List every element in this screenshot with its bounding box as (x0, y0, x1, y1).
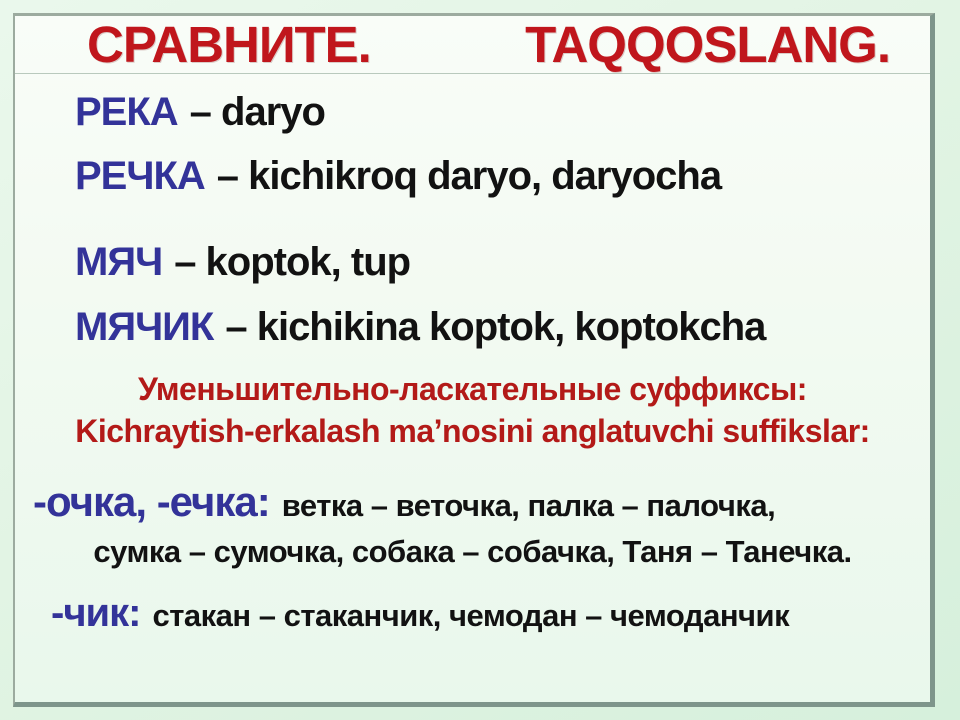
vocab-term: МЯЧИК (75, 305, 214, 349)
vocab-term: РЕКА (75, 90, 178, 134)
suffix-ochka-row (33, 478, 775, 526)
vocab-definition: – kichikina koptok, koptokcha (225, 305, 766, 349)
title-uzbek: TAQQOSLANG. (525, 16, 890, 73)
suffix-heading (15, 368, 930, 452)
vocab-pair-reka (75, 92, 325, 132)
suffix-chik-label: -чик: (51, 591, 141, 635)
vocab-pair-myachik (75, 307, 765, 347)
vocab-term: РЕЧКА (75, 154, 205, 198)
content-panel (13, 13, 935, 707)
vocab-definition: – daryo (189, 90, 325, 134)
vocab-definition: – kichikroq daryo, daryocha (216, 154, 722, 198)
title-russian: СРАВНИТЕ. (87, 16, 371, 73)
suffix-chik-row (51, 591, 789, 636)
suffix-chik-examples: стакан – стаканчик, чемодан – чемоданчик (152, 598, 790, 633)
vocab-term: МЯЧ (75, 240, 163, 284)
slide-title-row (15, 17, 930, 73)
vocab-pair-myach (75, 242, 410, 282)
suffix-ochka-label: -очка, -ечка: (33, 478, 270, 525)
vocab-definition: – koptok, tup (174, 240, 411, 284)
vocab-pair-rechka (75, 156, 721, 196)
suffix-ochka-examples-line2: сумка – сумочка, собака – собачка, Таня – Танечка. (93, 534, 852, 569)
suffix-heading-ru: Уменьшительно-ласкательные суффиксы: (138, 371, 807, 407)
suffix-heading-uz: Kichraytish-erkalash ma’nosini anglatuvchi suffikslar: (75, 413, 870, 449)
suffix-ochka-examples-line1: ветка – веточка, палка – палочка, (281, 488, 776, 523)
title-divider (15, 73, 930, 74)
